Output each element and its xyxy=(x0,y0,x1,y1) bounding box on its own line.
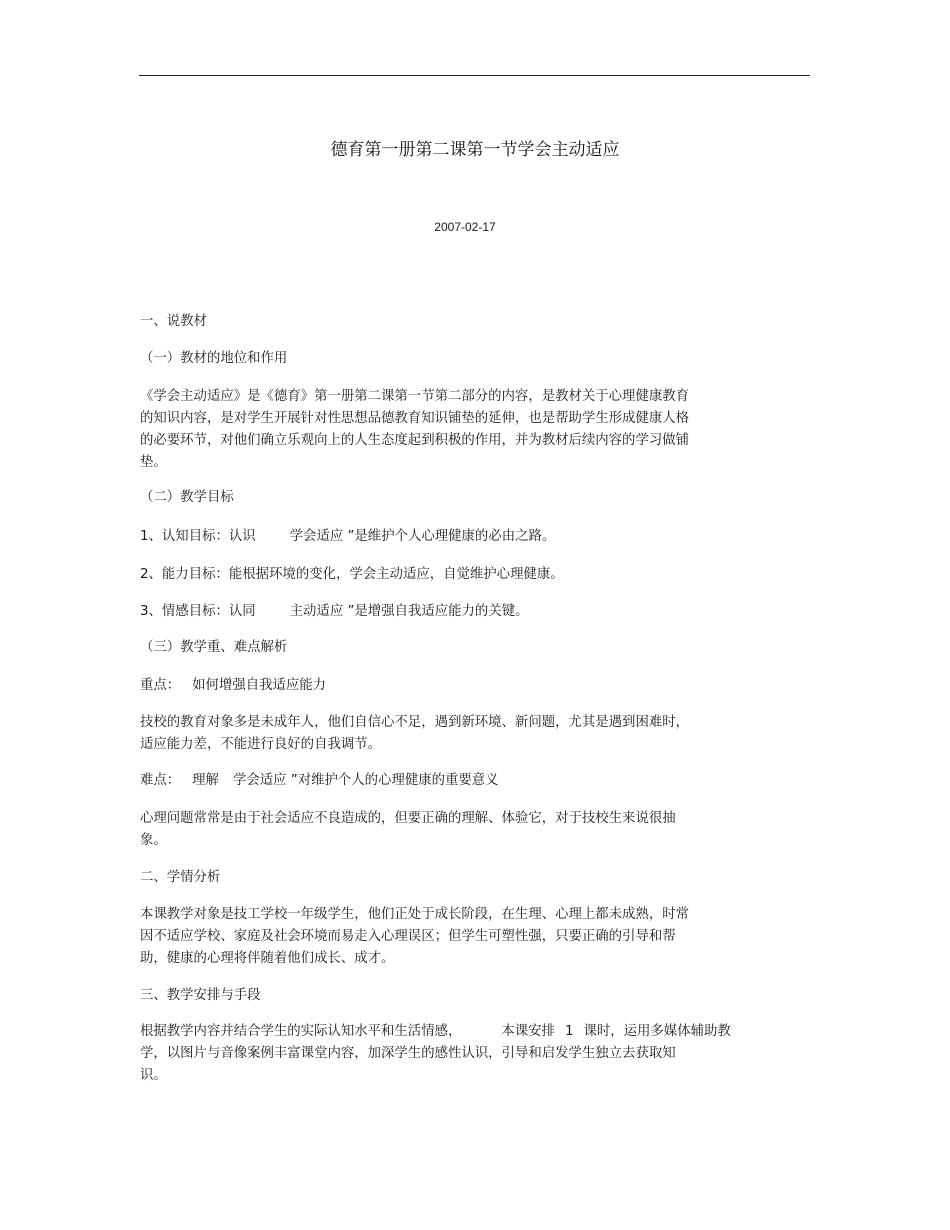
text-line: 适应能力差，不能进行良好的自我调节。 xyxy=(140,737,382,752)
goal-cognitive-text: 学会适应 ”是维护个人心理健康的必由之路。 xyxy=(289,529,556,544)
arrangement-text-a: 根据教学内容并结合学生的实际认知水平和生活情感， xyxy=(140,1024,462,1039)
section-heading-2: 二、学情分析 xyxy=(140,870,221,885)
header-rule xyxy=(139,75,810,76)
goal-emotion-label: 3、情感目标：认同 xyxy=(140,604,256,619)
text-line: 识。 xyxy=(140,1068,167,1083)
goal-emotion-text: 主动适应 ”是增强自我适应能力的关键。 xyxy=(289,604,529,619)
text-line: 垫。 xyxy=(140,455,167,470)
paragraph-textbook-role xyxy=(140,386,689,474)
goal-cognitive xyxy=(140,526,555,548)
section-heading-3: 三、教学安排与手段 xyxy=(140,988,261,1003)
arrangement-text-c: 课时，运用多媒体辅助教 xyxy=(583,1024,731,1039)
text-line: 本课教学对象是技工学校一年级学生，他们正处于成长阶段，在生理、心理上都未成熟，时常 xyxy=(140,907,690,922)
difficult-point xyxy=(140,770,499,792)
subsection-heading-3: （三）教学重、难点解析 xyxy=(140,640,288,655)
text-line xyxy=(140,1021,731,1043)
key-point-text: 如何增强自我适应能力 xyxy=(192,678,327,693)
key-point-label: 重点： xyxy=(140,678,181,693)
paragraph-student-analysis xyxy=(140,904,689,970)
text-line: 学，以图片与音像案例丰富课堂内容，加深学生的感性认识，引导和启发学生独立去获取知 xyxy=(140,1046,676,1061)
difficult-point-verb: 理解 xyxy=(192,773,219,788)
goal-cognitive-label: 1、认知目标：认识 xyxy=(140,529,256,544)
paragraph-teaching-arrangement xyxy=(140,1021,731,1087)
text-line: 的知识内容，是对学生开展针对性思想品德教育知识铺垫的延伸，也是帮助学生形成健康人格 xyxy=(140,411,690,426)
document-title: 德育第一册第二课第一节学会主动适应 xyxy=(330,140,620,160)
paragraph-key-point xyxy=(140,712,689,756)
paragraph-difficult-point xyxy=(140,808,676,852)
text-line: 心理问题常常是由于社会适应不良造成的，但要正确的理解、体验它，对于技校生来说很抽 xyxy=(140,811,676,826)
section-heading-1: 一、说教材 xyxy=(140,314,207,329)
subsection-heading-1: （一）教材的地位和作用 xyxy=(140,351,288,366)
text-line: 《学会主动适应》是《德育》第一册第二课第一节第二部分的内容，是教材关于心理健康教育 xyxy=(140,389,690,404)
key-point xyxy=(140,675,326,697)
goal-emotion xyxy=(140,601,529,623)
text-line: 的必要环节，对他们确立乐观向上的人生态度起到积极的作用，并为教材后续内容的学习做铺 xyxy=(140,433,690,448)
text-line: 因不适应学校、家庭及社会环境而易走入心理误区；但学生可塑性强，只要正确的引导和帮 xyxy=(140,929,676,944)
difficult-point-label: 难点： xyxy=(140,773,181,788)
arrangement-text-b: 本课安排 xyxy=(501,1024,555,1039)
text-line: 助，健康的心理将伴随着他们成长、成才。 xyxy=(140,951,395,966)
arrangement-hours: 1 xyxy=(564,1024,574,1039)
text-line: 象。 xyxy=(140,833,167,848)
goal-ability: 2、能力目标：能根据环境的变化，学会主动适应，自觉维护心理健康。 xyxy=(140,567,564,582)
difficult-point-text: 学会适应 ”对维护个人的心理健康的重要意义 xyxy=(232,773,499,788)
text-line: 技校的教育对象多是未成年人，他们自信心不足，遇到新环境、新问题，尤其是遇到困难时， xyxy=(140,715,690,730)
subsection-heading-2: （二）教学目标 xyxy=(140,490,234,505)
document-date: 2007-02-17 xyxy=(434,220,496,234)
